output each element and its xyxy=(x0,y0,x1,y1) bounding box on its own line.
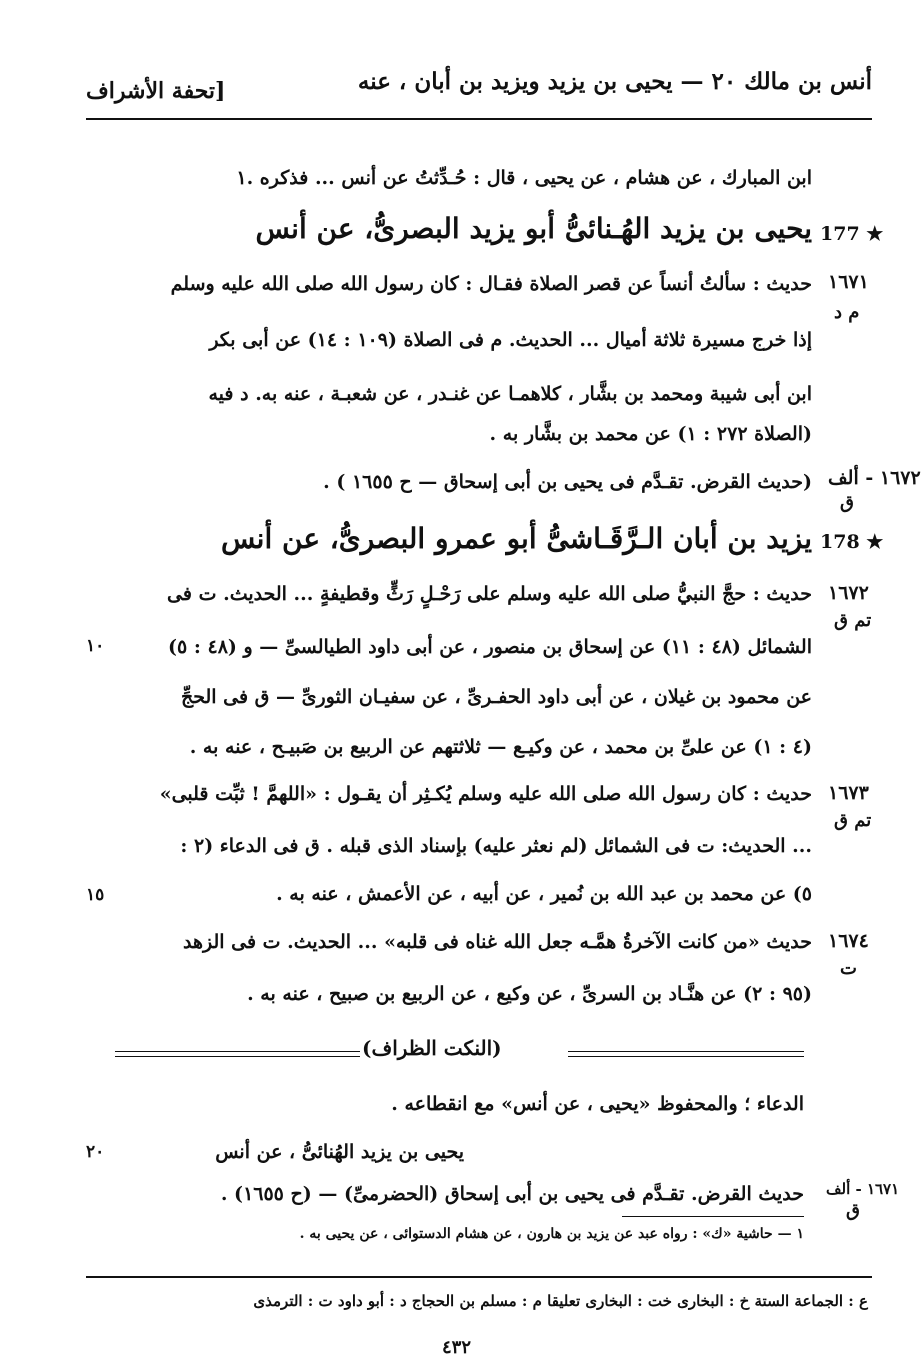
text-line: إذا خرج مسيرة ثلاثة أميال ... الحديث. م فى الصلاة (١٠٩ : ١٤) عن أبى بكر xyxy=(209,329,812,351)
header-rule xyxy=(86,118,872,120)
text-line: حديث : كان رسول الله صلى الله عليه وسلم يُكـثِر أن يقـول : «اللهمَّ ! ثبِّت قلبى» xyxy=(159,783,812,805)
notes-line: الدعاء ؛ والمحفوظ «يحيى ، عن أنس» مع انقطاعه . xyxy=(391,1093,804,1115)
text-line: (الصلاة ٢٧٢ : ١) عن محمد بن بشَّار به . xyxy=(489,423,812,445)
footnote: ١ — حاشية «ك» : رواه عبد عن يزيد بن هارون ، عن هشام الدستوائى ، عن يحيى به . xyxy=(299,1226,804,1242)
notes-divider-left xyxy=(115,1051,360,1057)
notes-hadith-mark: ق xyxy=(846,1200,860,1221)
hadith-mark: تم ق xyxy=(834,810,872,831)
footnote-rule xyxy=(622,1216,804,1217)
text-line: ٥) عن محمد بن عبد الله بن نُمير ، عن أبيه ، عن الأعمش ، عنه به . xyxy=(276,883,812,905)
text-line: حديث «من كانت الآخرةُ همَّـه جعل الله غناه فى قلبه» ... الحديث. ت فى الزهد xyxy=(182,931,812,953)
text-line: ... الحديث: ت فى الشمائل (لم نعثر عليه) بإسناد الذى قبله . ق فى الدعاء (٢ : xyxy=(180,835,812,857)
hadith-mark: تم ق xyxy=(834,610,872,631)
hadith-number: ١٦٧٢ xyxy=(828,582,869,604)
text-line: عن محمود بن غيلان ، عن أبى داود الحفـرىِّ ، عن سفيـان الثورىِّ — ق فى الحجِّ xyxy=(180,686,812,708)
page-number: ٤٣٢ xyxy=(442,1337,472,1358)
section-heading: يحيى بن يزيد الهُـنائىُّ أبو يزيد البصرىُّ، عن أنس xyxy=(255,212,812,245)
text-line: حديث : سألتُ أنساً عن قصر الصلاة فقـال : كان رسول الله صلى الله عليه وسلم xyxy=(170,273,812,295)
text-line: ابن المبارك ، عن هشام ، عن يحيى ، قال : حُـدِّثتُ عن أنس ... فذكره .١ xyxy=(236,167,812,189)
running-header: أنس بن مالك ٢٠ — يحيى بن يزيد ويزيد بن أبان ، عنه xyxy=(357,68,872,95)
hadith-mark: ق xyxy=(840,492,854,513)
hadith-number: ١٦٧١ xyxy=(828,271,869,293)
line-number: ١٠ xyxy=(86,636,105,656)
hadith-number: ١٦٧٢ - ألف xyxy=(828,467,921,489)
abbreviations-rule xyxy=(86,1276,872,1278)
text-line: حديث : حجَّ النبيُّ صلى الله عليه وسلم على رَحْـلٍ رَثٍّ وقطيفةٍ ... الحديث. ت فى xyxy=(167,583,812,605)
line-number: ٢٠ xyxy=(86,1142,105,1162)
abbreviations-key: ع : الجماعة الستة خ : البخارى خت : البخارى تعليقا م : مسلم بن الحجاج د : أبو داود ت : الترمذى xyxy=(253,1292,868,1310)
biography-number: 177 ★ xyxy=(820,223,884,245)
hadith-mark: ت xyxy=(840,958,857,979)
notes-line: حديث القرض. تقـدَّم فى يحيى بن أبى إسحاق (الحضرمىِّ) — (ح ١٦٥٥) . xyxy=(220,1183,804,1205)
hadith-number: ١٦٧٤ xyxy=(828,930,869,952)
book-title: [تحفة الأشراف xyxy=(86,78,226,104)
text-line: الشمائل (٤٨ : ١١) عن إسحاق بن منصور ، عن أبى داود الطيالسىِّ — و (٤٨ : ٥) xyxy=(168,636,812,658)
line-number: ١٥ xyxy=(86,885,105,905)
text-line: ابن أبى شيبة ومحمد بن بشَّار ، كلاهمـا عن غنـدر ، عن شعبـة ، عنه به. د فيه xyxy=(208,383,812,405)
text-line: (٤ : ١) عن علىِّ بن محمد ، عن وكيـع — ثلاثتهم عن الربيع بن صَبيـح ، عنه به . xyxy=(189,736,812,758)
notes-title: (النكت الظراف) xyxy=(362,1036,502,1060)
notes-divider-right xyxy=(568,1051,804,1057)
biography-number: 178 ★ xyxy=(820,531,884,553)
hadith-mark: م د xyxy=(834,302,860,323)
text-line: (حديث القرض. تقـدَّم فى يحيى بن أبى إسحاق — ح ١٦٥٥ ) . xyxy=(323,471,812,493)
notes-hadith-number: ١٦٧١ - ألف xyxy=(826,1180,900,1198)
notes-subheading: يحيى بن يزيد الهُنائىُّ ، عن أنس xyxy=(215,1141,464,1163)
text-line: (٩٥ : ٢) عن هنَّـاد بن السرىِّ ، عن وكيع ، عن الربيع بن صبيح ، عنه به . xyxy=(247,983,812,1005)
hadith-number: ١٦٧٣ xyxy=(828,782,869,804)
section-heading: يزيد بن أبان الـرَّقَـاشىُّ أبو عمرو البصرىُّ، عن أنس xyxy=(220,522,812,555)
